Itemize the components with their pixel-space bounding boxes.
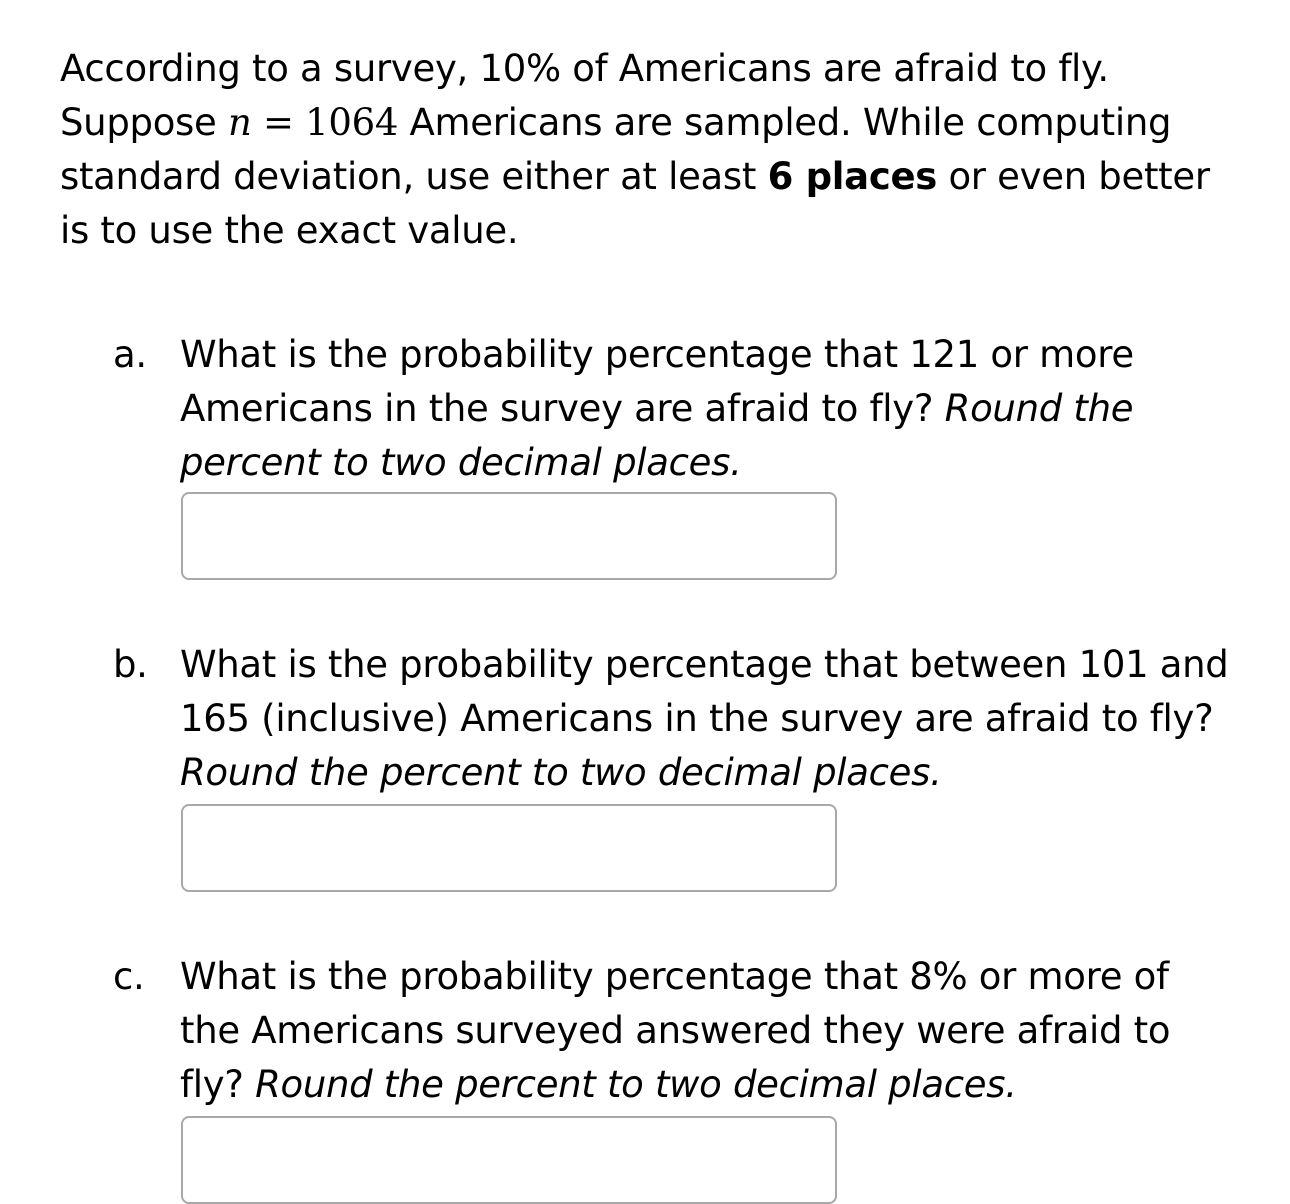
intro-text-1: According to a survey, 10% of Americans are afraid to fly. Suppose <box>60 47 1109 144</box>
question-b-prompt: What is the probability percentage that between 101 and 165 (inclusive) Americans in the survey are afraid to fly? <box>180 643 1229 740</box>
question-b-text <box>180 638 1233 800</box>
question-c <box>113 950 1233 1112</box>
question-a-prompt: What is the probability percentage that 121 or more Americans in the survey are afraid to fly? <box>180 333 1134 430</box>
question-c-rounding-note: Round the percent to two decimal places. <box>255 1063 1017 1106</box>
answer-input-a[interactable] <box>181 492 837 580</box>
answer-input-c[interactable] <box>181 1116 837 1204</box>
sample-size-value: 1064 <box>305 101 399 144</box>
question-c-marker: c. <box>113 955 145 998</box>
question-a-text <box>180 328 1233 490</box>
question-a-rounding-note: Round the percent to two decimal places. <box>180 387 1134 484</box>
intro-text-3: or even better is to use the exact value. <box>60 155 1210 252</box>
problem-statement <box>60 42 1240 258</box>
sample-size-variable: n <box>227 101 252 144</box>
intro-bold-text: 6 places <box>767 155 937 198</box>
question-b-rounding-note: Round the percent to two decimal places. <box>180 751 942 794</box>
question-c-text <box>180 950 1233 1112</box>
question-a-marker: a. <box>113 333 147 376</box>
equals-sign: = <box>251 101 306 144</box>
question-a <box>113 328 1233 490</box>
question-b-marker: b. <box>113 643 148 686</box>
answer-input-b[interactable] <box>181 804 837 892</box>
intro-text-2: Americans are sampled. While computing standard deviation, use either at least <box>60 101 1172 198</box>
question-b <box>113 638 1233 800</box>
question-c-prompt: What is the probability percentage that 8% or more of the Americans surveyed answered they were afraid to fly? <box>180 955 1171 1106</box>
